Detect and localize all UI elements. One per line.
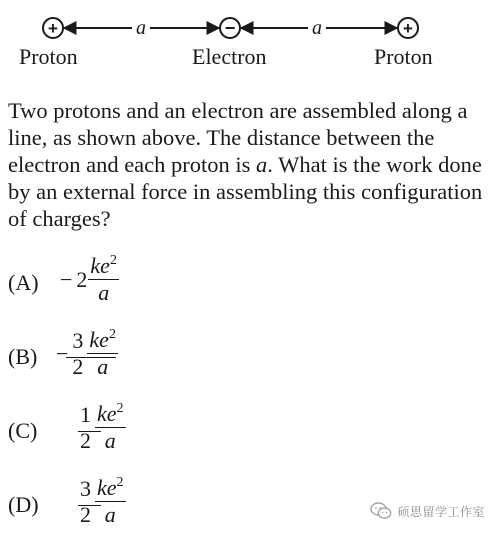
denominator: a	[97, 354, 109, 379]
coefficient-fraction-bar	[78, 431, 101, 432]
electron-symbol: −	[224, 18, 236, 38]
numerator-exponent: 2	[116, 475, 124, 490]
left-proton-symbol: +	[48, 19, 58, 38]
denominator: a	[104, 502, 116, 527]
choice-letter: (A)	[8, 270, 39, 295]
wechat-icon	[370, 502, 392, 520]
denominator: a	[104, 428, 116, 453]
main-fraction	[88, 254, 119, 305]
numerator-exponent: 2	[109, 253, 117, 268]
numerator-base: ke	[97, 475, 117, 500]
choice-letter: (D)	[8, 492, 39, 517]
choice-letter: (C)	[8, 418, 38, 443]
choice-d[interactable]	[8, 474, 268, 538]
numerator-base: ke	[90, 253, 110, 278]
choice-b[interactable]	[8, 326, 268, 390]
shared-fraction-bar	[66, 357, 116, 358]
choice-sign: −	[56, 340, 69, 366]
watermark	[370, 502, 485, 520]
right-proton-label: Proton	[374, 44, 433, 69]
coefficient-numerator: 3	[72, 327, 84, 353]
coefficient-numerator: 1	[80, 401, 91, 427]
watermark-text: 硕思留学工作室	[397, 504, 485, 519]
right-proton-symbol: +	[403, 19, 413, 38]
numerator-base: ke	[97, 401, 117, 426]
choice-expression	[60, 254, 119, 305]
choice-letter: (B)	[8, 344, 38, 369]
left-gap-label: a	[136, 17, 146, 39]
question-variable: a	[256, 152, 268, 177]
choice-expression	[78, 402, 126, 453]
choice-sign: −	[60, 266, 73, 292]
numerator-exponent: 2	[116, 401, 124, 416]
question-text-part2: . What is the work done by an external force in assembling this configuration of charges?	[8, 152, 483, 231]
electron-label: Electron	[192, 44, 267, 69]
left-proton-label: Proton	[19, 44, 78, 69]
denominator: a	[98, 280, 110, 305]
choice-expression	[56, 328, 118, 379]
coefficient-fraction	[78, 403, 93, 453]
question-text	[8, 97, 490, 232]
choice-c[interactable]	[8, 400, 268, 464]
coefficient-denominator: 2	[72, 353, 84, 379]
choice-coefficient: 2	[76, 266, 88, 292]
main-fraction	[87, 328, 118, 379]
numerator-base: ke	[89, 327, 109, 352]
coefficient-fraction	[78, 477, 93, 527]
coefficient-numerator: 3	[80, 475, 91, 501]
right-gap-label: a	[312, 17, 322, 39]
coefficient-fraction	[70, 329, 85, 379]
coefficient-fraction-bar	[78, 505, 101, 506]
coefficient-denominator: 2	[80, 427, 91, 453]
coefficient-denominator: 2	[80, 501, 91, 527]
question-text-part1: Two protons and an electron are assembled along a line, as shown above. The distance between the electron and each proton is	[8, 98, 468, 177]
main-fraction	[95, 476, 126, 527]
choice-expression	[78, 476, 126, 527]
charge-line-svg	[0, 0, 495, 44]
numerator-exponent: 2	[108, 327, 116, 342]
main-fraction	[95, 402, 126, 453]
charge-diagram	[0, 0, 495, 80]
choice-a[interactable]	[8, 252, 268, 316]
